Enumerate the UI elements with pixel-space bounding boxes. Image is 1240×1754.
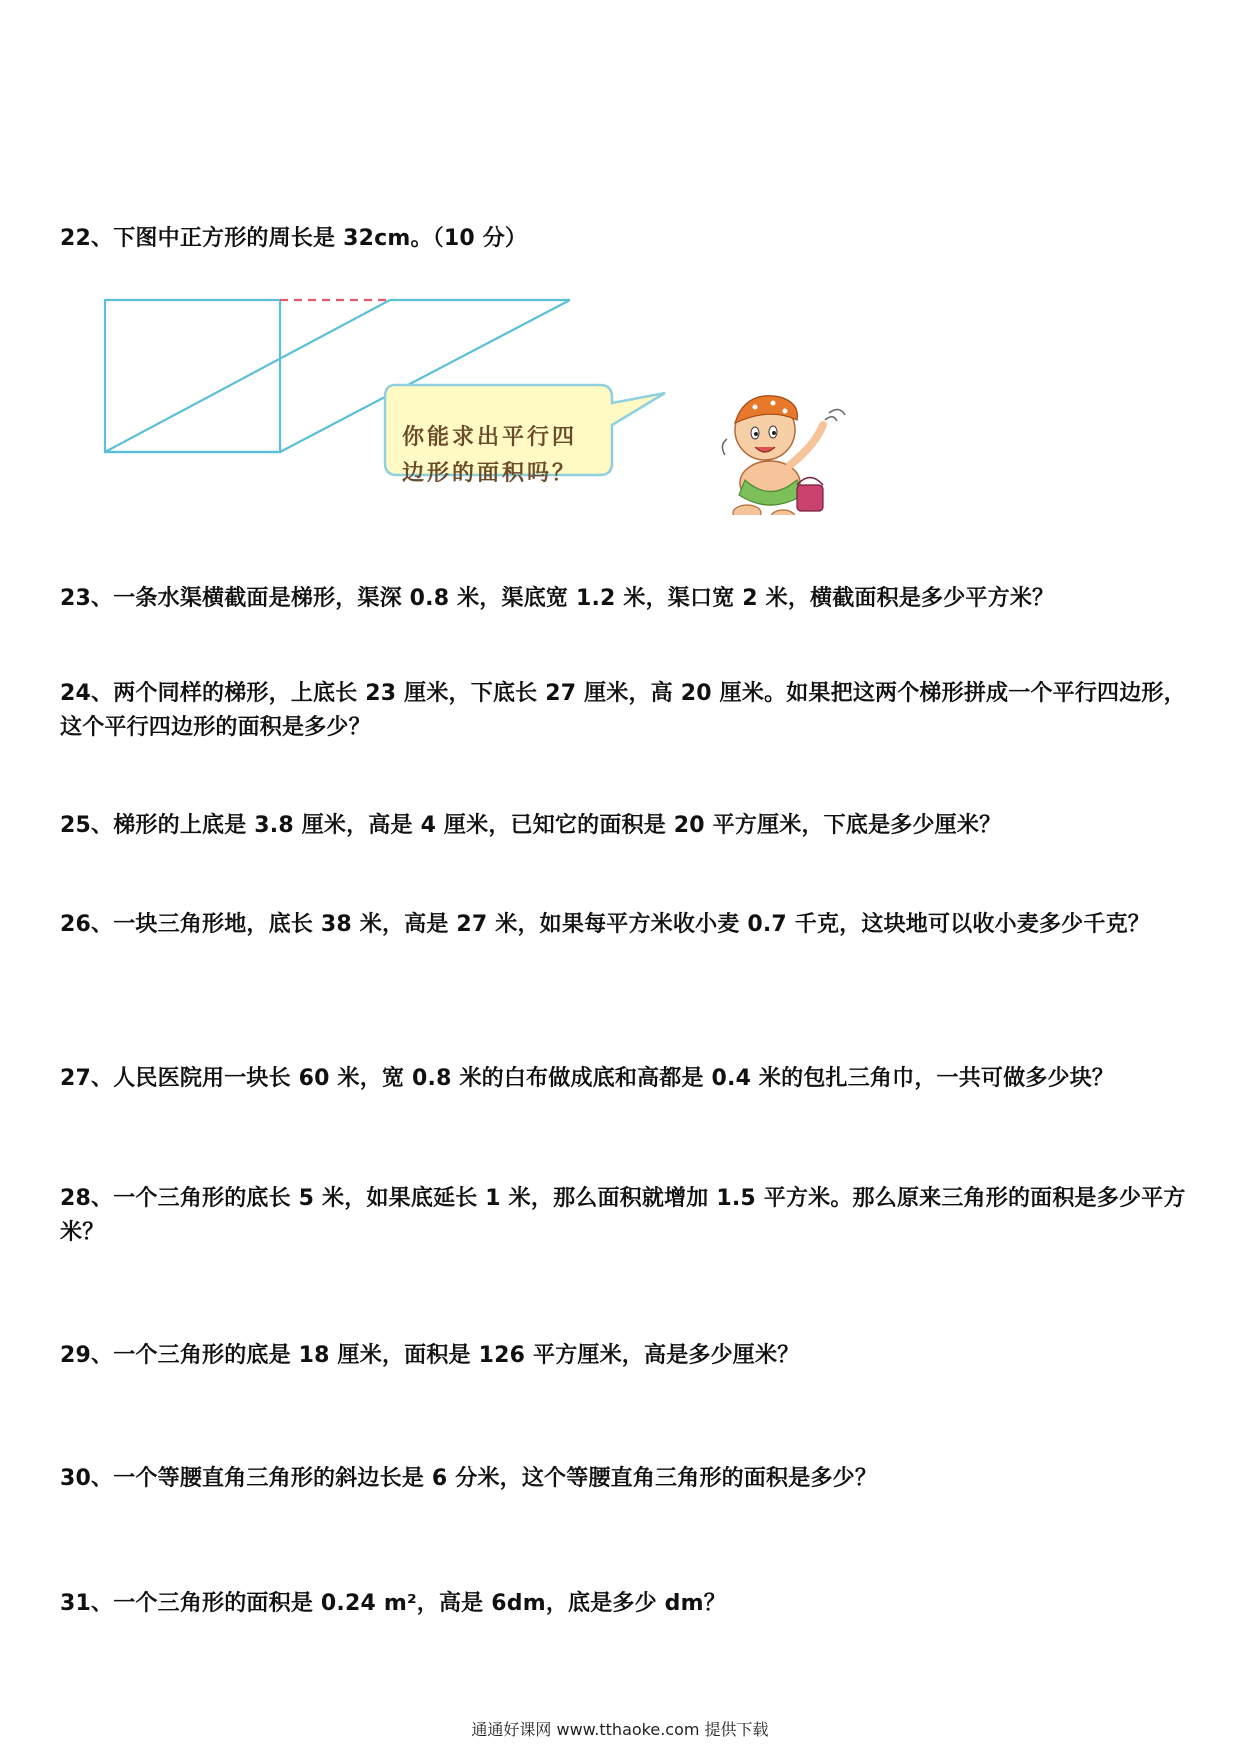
- question-27: 27、人民医院用一块长 60 米，宽 0.8 米的白布做成底和高都是 0.4 米的包扎三角巾，一共可做多少块？: [60, 1066, 1115, 1091]
- question-24: 24、两个同样的梯形，上底长 23 厘米，下底长 27 厘米，高 20 厘米。如果把这两个梯形拼成一个平行四边形，这个平行四边形的面积是多少？: [60, 681, 1186, 740]
- speech-line-2: 边形的面积吗？: [402, 460, 578, 486]
- cartoon-girl-illustration: [722, 396, 845, 515]
- square-shape: [105, 300, 280, 452]
- question-28: 28、一个三角形的底长 5 米，如果底延长 1 米，那么面积就增加 1.5 平方米。那么原来三角形的面积是多少平方米？: [60, 1186, 1186, 1245]
- question-26: 26、一块三角形地，底长 38 米，高是 27 米，如果每平方米收小麦 0.7 千克，这块地可以收小麦多少千克？: [60, 912, 1150, 937]
- question-29: 29、一个三角形的底是 18 厘米，面积是 126 平方厘米，高是多少厘米？: [60, 1343, 800, 1368]
- footer-credit: 通通好课网 www.tthaoke.com 提供下载: [471, 1720, 769, 1739]
- question-23: 23、一条水渠横截面是梯形，渠深 0.8 米，渠底宽 1.2 米，渠口宽 2 米，横截面积是多少平方米？: [60, 586, 1055, 611]
- parallelogram-left-side: [105, 300, 390, 452]
- question-31: 31、一个三角形的面积是 0.24 m²，高是 6dm，底是多少 dm？: [60, 1591, 726, 1616]
- question-30: 30、一个等腰直角三角形的斜边长是 6 分米，这个等腰直角三角形的面积是多少？: [60, 1466, 878, 1491]
- speech-bubble-text: [402, 419, 632, 491]
- girl-leg-left: [733, 505, 761, 515]
- speech-line-1: 你能求出平行四: [402, 424, 578, 450]
- question-25: 25、梯形的上底是 3.8 厘米，高是 4 厘米，已知它的面积是 20 平方厘米，下底是多少厘米？: [60, 813, 1002, 838]
- girl-bucket: [797, 485, 823, 511]
- girl-leg-right: [771, 510, 795, 515]
- question-22: 22、下图中正方形的周长是 32cm。（10 分）: [60, 226, 528, 251]
